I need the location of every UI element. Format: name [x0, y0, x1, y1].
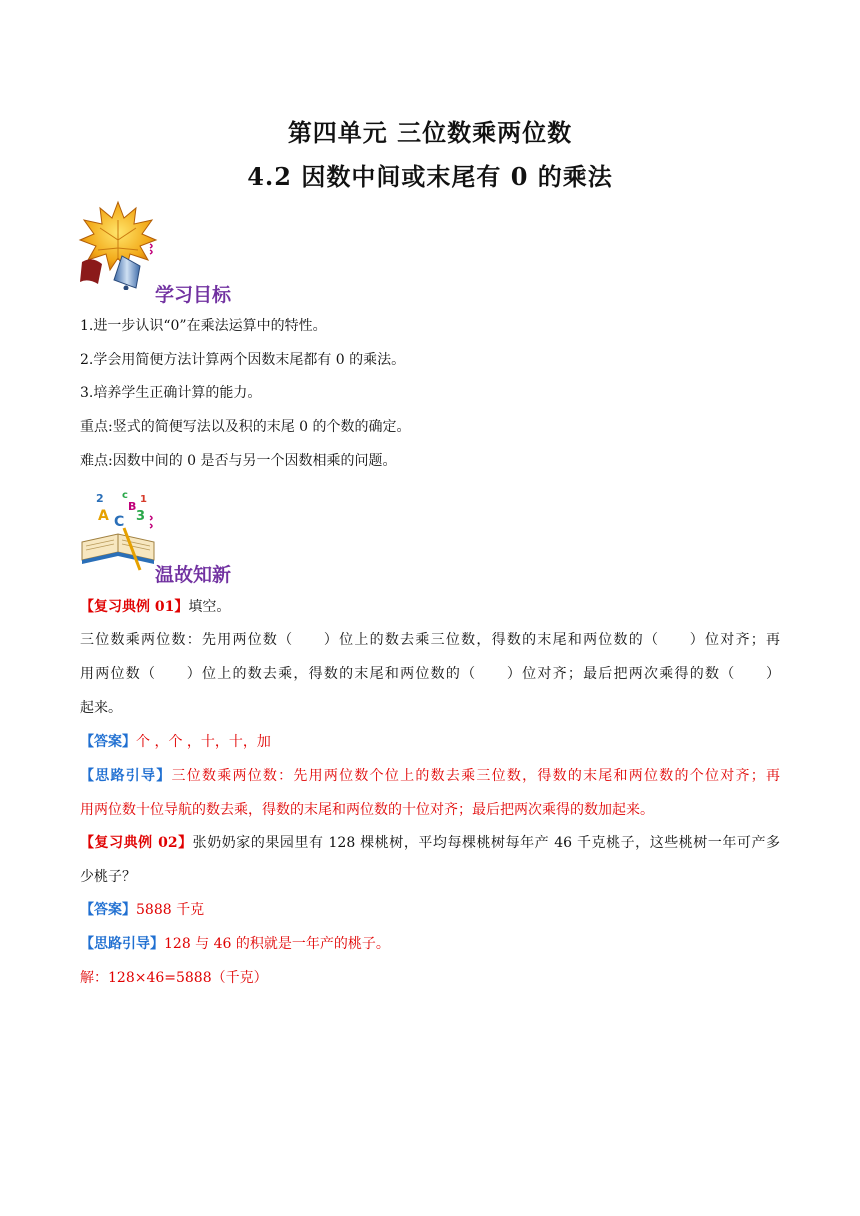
example-01-tag: 【复习典例 01】: [80, 599, 189, 615]
maple-leaf-bell-icon: [78, 200, 158, 290]
example-02-header: [80, 833, 780, 853]
example-01-question-line: 起来。: [80, 700, 122, 716]
example-01-header: [80, 597, 780, 617]
example-02-prompt: 张奶奶家的果园里有 128 棵桃树，平均每棵桃树每年产 46 千克桃子，这些桃树一年可产多: [192, 835, 780, 851]
svg-text:A: A: [98, 508, 109, 524]
goal-item: 3.培养学生正确计算的能力。: [80, 385, 262, 401]
example-02-tag: 【复习典例 02】: [80, 835, 193, 851]
answer-tag: 【答案】: [80, 734, 136, 750]
answer-text: 个 ，个 ，十，十，加: [136, 734, 271, 750]
example-01-prompt: 填空。: [188, 599, 231, 615]
abc-book-icon: [78, 488, 158, 578]
review-heading: 温故知新: [155, 564, 232, 586]
goals-heading: 学习目标: [155, 284, 232, 306]
goal-item: 1.进一步认识“0”在乘法运算中的特性。: [80, 318, 327, 334]
key-point: 重点:竖式的简便写法以及积的末尾 0 的个数的确定。: [80, 419, 411, 435]
difficult-point: 难点:因数中间的 0 是否与另一个因数相乘的问题。: [80, 453, 397, 469]
example-01-answer: [80, 732, 780, 752]
example-01-question-line: 用两位数（ ）位上的数去乘，得数的末尾和两位数的（ ）位对齐；最后把两次乘得的数（ ）: [80, 666, 780, 682]
example-01-hint: [80, 766, 780, 786]
answer-text: 5888 千克: [136, 902, 205, 918]
example-02-answer: [80, 900, 780, 920]
hint-text: 128 与 46 的积就是一年产的桃子。: [164, 936, 390, 952]
lesson-title: 4.2 因数中间或末尾有 0 的乘法: [247, 162, 613, 191]
answer-tag: 【答案】: [80, 902, 136, 918]
example-02-solution: 解：128×46=5888（千克）: [80, 970, 268, 986]
svg-text:1: 1: [140, 494, 147, 505]
hint-tag: 【思路引导】: [80, 936, 164, 952]
unit-title: 第四单元 三位数乘两位数: [287, 118, 573, 147]
svg-text:3: 3: [136, 509, 146, 524]
example-01-hint-line: 用两位数十位导航的数去乘，得数的末尾和两位数的十位对齐；最后把两次乘得的数加起来。: [80, 802, 654, 818]
hint-text: 三位数乘两位数：先用两位数个位上的数去乘三位数，得数的末尾和两位数的个位对齐；再: [171, 768, 780, 784]
svg-text:2: 2: [96, 492, 104, 505]
svg-text:C: C: [114, 514, 125, 530]
example-01-question-line: 三位数乘两位数：先用两位数（ ）位上的数去乘三位数，得数的末尾和两位数的（ ）位对齐；再: [80, 632, 780, 648]
svg-text:B: B: [128, 500, 137, 513]
svg-text:c: c: [122, 490, 128, 501]
hint-tag: 【思路引导】: [80, 768, 172, 784]
goal-item: 2.学会用简便方法计算两个因数末尾都有 0 的乘法。: [80, 352, 406, 368]
example-02-hint: [80, 934, 780, 954]
example-02-prompt-line: 少桃子？: [80, 869, 136, 885]
